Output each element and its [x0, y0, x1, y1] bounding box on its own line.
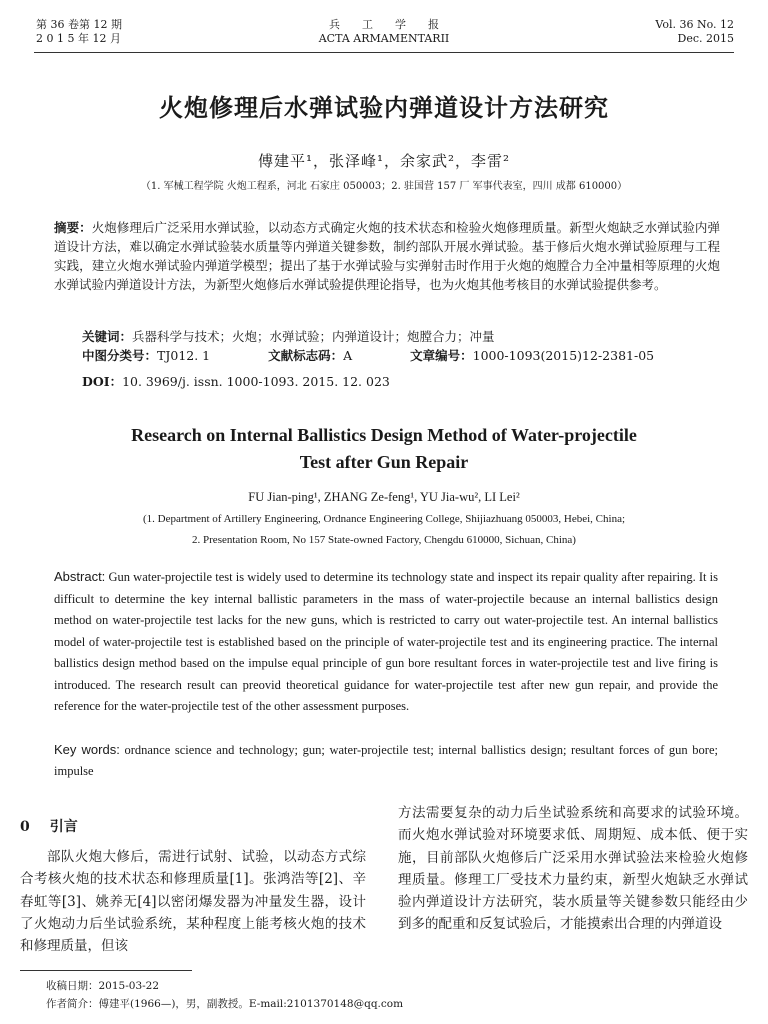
doi-row	[82, 372, 390, 391]
journal-name-en: ACTA ARMAMENTARII	[318, 32, 450, 45]
body-text-right-column: 方法需要复杂的动力后坐试验系统和高要求的试验环境。而火炮水弹试验对环境要求低、周期短、成本低、便于实施，目前部队火炮修后广泛采用水弹试验法来检验火炮修理质量。修理工厂受技术力量约束，新型火炮缺乏水弹试验内弹道设计方法研究，装水质量等关键参数只能经由少到多的配重和反复试验后，才能摸索出合理的内弹道设	[398, 805, 748, 933]
keywords-en-text: ordnance science and technology; gun; water-projectile test; internal ballistics design; resultant forces of gun bore; impulse	[54, 743, 718, 778]
section-heading-introduction	[20, 816, 78, 836]
paper-title-en-line1: Research on Internal Ballistics Design Method of Water-projectile	[131, 425, 637, 445]
footnote-received-date: 收稿日期：2015-03-22	[46, 980, 160, 992]
volume-issue: 第 36 卷第 12 期	[36, 18, 122, 31]
footnote-author-bio: 作者简介：傅建平(1966—)，男，副教授。E-mail:2101370148@qq.com	[46, 998, 404, 1010]
abstract-en	[54, 566, 718, 718]
classification-row	[82, 346, 722, 365]
section-number: 0	[20, 819, 30, 835]
affiliation-cn: （1. 军械工程学院 火炮工程系，河北 石家庄 050003；2. 驻国营 157 厂 军事代表室，四川 成都 610000）	[140, 181, 628, 192]
author-list-en: FU Jian-ping¹, ZHANG Ze-feng¹, YU Jia-wu², LI Lei²	[248, 490, 520, 504]
volume-issue-en: Vol. 36 No. 12	[655, 18, 734, 31]
paper-title-cn: 火炮修理后水弹试验内弹道设计方法研究	[159, 93, 609, 122]
doc-code-value: A	[343, 348, 353, 363]
clc-label: 中图分类号：	[82, 348, 158, 363]
body-text-left-column: 部队火炮大修后，需进行试射、试验，以动态方式综合考核火炮的技术状态和修理质量[1]。张鸿浩等[2]、辛春虹等[3]、姚养无[4]以密闭爆发器为冲量发生器，设计了火炮动力后坐试验系统，某种程度上能考核火炮的技术和修理质量，但该	[20, 849, 366, 955]
publication-date-cn: 2 0 1 5 年 12 月	[36, 32, 121, 45]
keywords-cn-label: 关键词：	[82, 329, 133, 344]
keywords-cn	[82, 327, 722, 346]
keywords-en-label: Key words:	[54, 742, 120, 757]
abstract-cn-label: 摘要：	[54, 220, 92, 235]
abstract-en-label: Abstract:	[54, 569, 106, 584]
article-number-value: 1000-1093(2015)12-2381-05	[472, 348, 655, 363]
header-divider	[34, 52, 734, 53]
keywords-cn-text: 兵器科学与技术；火炮；水弹试验；内弹道设计；炮膛合力；冲量	[132, 329, 495, 344]
author-list-cn: 傅建平¹，张泽峰¹，余家武²，李雷²	[257, 152, 511, 170]
section-title: 引言	[49, 819, 78, 835]
abstract-cn	[54, 218, 720, 294]
article-number-label: 文章编号：	[410, 348, 473, 363]
paper-title-en	[0, 422, 768, 476]
paper-title-en-line2: Test after Gun Repair	[299, 452, 469, 472]
journal-name-cn: 兵 工 学 报	[329, 18, 439, 31]
abstract-en-text: Gun water-projectile test is widely used to determine its technology state and inspect its repair quality after repairing. It is difficult to determine the key internal ballistic parameters in the mass of water-projectile because an internal ballistics design method on water-projectile test lacks for the new guns, which is restricted to carry out water-projectile test. An internal ballistics model of water-projectile test is established based on the principle of water-projectile test and its engineering practice. The internal ballistics design method based on the impulse equal principle of gun bore resultant forces in water-projectile test and live firing is introduced. The research result can preovid theoretical guidance for water-projectile test after new gun repair, and provide the reference for the water-projectile test of the other assessment purposes.	[54, 570, 719, 713]
abstract-cn-text: 火炮修理后广泛采用水弹试验，以动态方式确定火炮的技术状态和检验火炮修理质量。新型火炮缺乏水弹试验内弹道设计方法，难以确定水弹试验装水质量等内弹道关键参数，制约部队开展水弹试验。基于修后火炮水弹试验原理与工程实践，建立火炮水弹试验内弹道学模型；提出了基于水弹试验与实弹射击时作用于火炮的炮膛合力全冲量相等原理的火炮水弹试验内弹道设计方法，为新型火炮修后水弹试验提供理论指导，也为火炮其他考核目的水弹试验提供参考。	[54, 220, 720, 292]
affiliation-en-line1: (1. Department of Artillery Engineering, Ordnance Engineering College, Shijiazhuang 050003, Hebei, China;	[142, 513, 626, 525]
footnote-divider	[20, 970, 192, 971]
journal-issue-info-en	[655, 18, 734, 46]
doi-label: DOI：	[82, 374, 123, 389]
clc-value: TJ012. 1	[157, 348, 211, 363]
affiliation-en-line2: 2. Presentation Room, No 157 State-owned Factory, Chengdu 610000, Sichuan, China)	[192, 534, 576, 546]
keywords-en	[54, 739, 718, 782]
doc-code-label: 文献标志码：	[268, 348, 344, 363]
journal-name	[0, 18, 768, 46]
publication-date-en: Dec. 2015	[677, 32, 734, 45]
doi-value: 10. 3969/j. issn. 1000-1093. 2015. 12. 023	[122, 374, 390, 389]
